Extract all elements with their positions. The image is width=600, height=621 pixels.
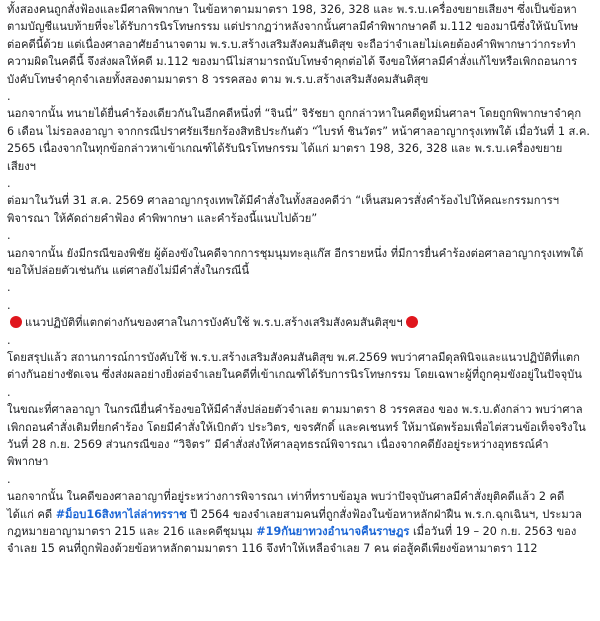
section-heading-text: แนวปฏิบัติที่แตกต่างกันของศาลในการบังคับใช้ พ.ร.บ.สร้างเสริมสังคมสันติสุขฯ (25, 316, 403, 330)
paragraph (7, 349, 590, 384)
paragraph (7, 105, 590, 175)
paragraph-text: นอกจากนั้น ยังมีกรณีของพิชัย ผู้ต้องขังในคดีจากการชุมนุมทะลุแก๊ส อีกรายหนึ่ง ที่มีการยื่นคำร้องต่อศาลอาญากรุงเทพใต้ ขอให้ปล่อยตัวเช่นกัน แต่ศาลยังไม่มีคำสั่งในกรณีนี้ (7, 246, 584, 278)
separator-dot: . (7, 298, 11, 312)
hashtag-link[interactable]: #ม็อบ16สิงหาไล่ล่าทรราช (55, 507, 187, 521)
paragraph-text: ต่อมาในวันที่ 31 ส.ค. 2569 ศาลอาญากรุงเทพใต้มีคำสั่งในทั้งสองคดีว่า “เห็นสมควรสั่งคำร้องไปให้คณะกรรมการฯ พิจารณา ให้คัดถ่ายคำฟ้อง คำพิพากษา และคำร้องนี้แนบไปด้วย” (7, 194, 560, 225)
paragraph-text: เมื่อวันที่ 19 – 20 ก.ย. 2563 ของจำเลย 15 คนที่ถูกฟ้องด้วยข้อหาหลักตามมาตรา 116 จึงทำให้เหลือจำเลย 7 คน ต่อสู้คดีเพียงข้อหามาตรา 112 (7, 525, 577, 556)
paragraph-text: ทั้งสองคนถูกสั่งฟ้องและมีศาลพิพากษา ในข้อหาตามมาตรา 198, 326, 328 และ พ.ร.บ.เครื่องขยายเสียงฯ ซึ่งเป็นข้อหาตามบัญชีแนบท้ายที่จะได้รับการนิรโทษกรรม แต่ปรากฏว่าหลังจากนั้นศาลมีคำพิพากษาคดี ม.112 ของมานีซึ่งให้นับโทษต่อคดีนี้ด้วย แต่เนื่องศาลอาศัยอำนาจตาม พ.ร.บ.สร้างเสริมสังคมสันติสุข จะถือว่าจำเลยไม่เคยต้องคำพิพากษาว่ากระทำความผิดในคดีนี้ จึงส่งผลให้คดี ม.112 ของมานีไม่สามารถนับโทษจำคุกต่อได้ จึงขอให้ศาลมีคำสั่งแก้ไขหรือเพิกถอนการบังคับโทษจำคุกจำเลยทั้งสองตามมาตรา 8 วรรคสอง ตาม พ.ร.บ.สร้างเสริมสังคมสันติสุข (7, 3, 579, 86)
hashtag-link[interactable]: #19กันยาทวงอำนาจคืนราษฎร (256, 525, 410, 539)
paragraph (7, 192, 590, 227)
separator-dot: . (7, 281, 11, 295)
separator-dot: . (7, 177, 11, 191)
red-circle-icon (10, 316, 22, 328)
paragraph-text: โดยสรุปแล้ว สถานการณ์การบังคับใช้ พ.ร.บ.สร้างเสริมสังคมสันติสุข พ.ศ.2569 พบว่าศาลมีดุลพินิจและแนวปฏิบัติที่แตกต่างกันอย่างชัดเจน ซึ่งส่งผลอย่างยิ่งต่อจำเลยในคดีที่เข้าเกณฑ์ได้รับการนิรโทษกรรม โดยเฉพาะผู้ที่ถูกคุมขังอยู่ในปัจจุบัน (7, 351, 582, 382)
paragraph-text: ปี 2564 ของจำเลยสามคนที่ถูกสั่งฟ้องในข้อหาหลักฝ่าฝืน พ.ร.ก.ฉุกเฉินฯ, ประมวลกฎหมายอาญามาตรา 215 และ 216 และคดีชุมนุม (7, 507, 582, 539)
paragraph (7, 488, 590, 558)
paragraph (7, 1, 590, 88)
paragraph-text: นอกจากนั้น ในคดีของศาลอาญาที่อยู่ระหว่างการพิจารณา เท่าที่ทราบข้อมูล พบว่าปัจจุบันศาลมีคำสั่งยุติคดีแล้ว 2 คดี ได้แก่ คดี (7, 490, 565, 521)
separator-dot: . (7, 385, 11, 399)
paragraph (7, 401, 590, 471)
red-circle-icon (406, 316, 418, 328)
paragraph-text: ในขณะที่ศาลอาญา ในกรณียื่นคำร้องขอให้มีคำสั่งปล่อยตัวจำเลย ตามมาตรา 8 วรรคสอง ของ พ.ร.บ.ดังกล่าว พบว่าศาลเพิกถอนคำสั่งเดิมที่ยกคำร้อง โดยมีคำสั่งให้เบิกตัว ประวิตร, ขจรศักดิ์ และคเชนทร์ ให้มานัดพร้อมเพื่อไต่สวนข้อเท็จจริงในวันที่ 28 ก.ย. 2569 ส่วนกรณีของ “วิจิตร” มีคำสั่งส่งให้ศาลอุทธรณ์พิจารณา เนื่องจากคดียังอยู่ระหว่างอุทธรณ์คำพิพากษา (7, 403, 586, 469)
separator-dot: . (7, 333, 11, 347)
separator-dot: . (7, 472, 11, 486)
paragraph-text: นอกจากนั้น ทนายได้ยื่นคำร้องเดียวกันในอีกคดีหนึ่งที่ “จินนี่” จิรัชยา ถูกกล่าวหาในคดีดูหมิ่นศาลฯ โดยถูกพิพากษาจำคุก 6 เดือน ไม่รอลงอาญา จากกรณีปราศรัยเรียกร้องสิทธิประกันตัว “ไบรท์ ชินวัตร” หน้าศาลอาญากรุงเทพใต้ เมื่อวันที่ 1 ส.ค. 2565 เนื่องจากในทุกข้อกล่าวหาเข้าเกณฑ์ได้รับนิรโทษกรรม ได้แก่ มาตรา 198, 326, 328 และ พ.ร.บ.เครื่องขยายเสียงฯ (7, 107, 590, 173)
paragraph (7, 245, 590, 280)
section-heading (7, 314, 590, 331)
separator-dot: . (7, 229, 11, 243)
separator-dot: . (7, 90, 11, 104)
